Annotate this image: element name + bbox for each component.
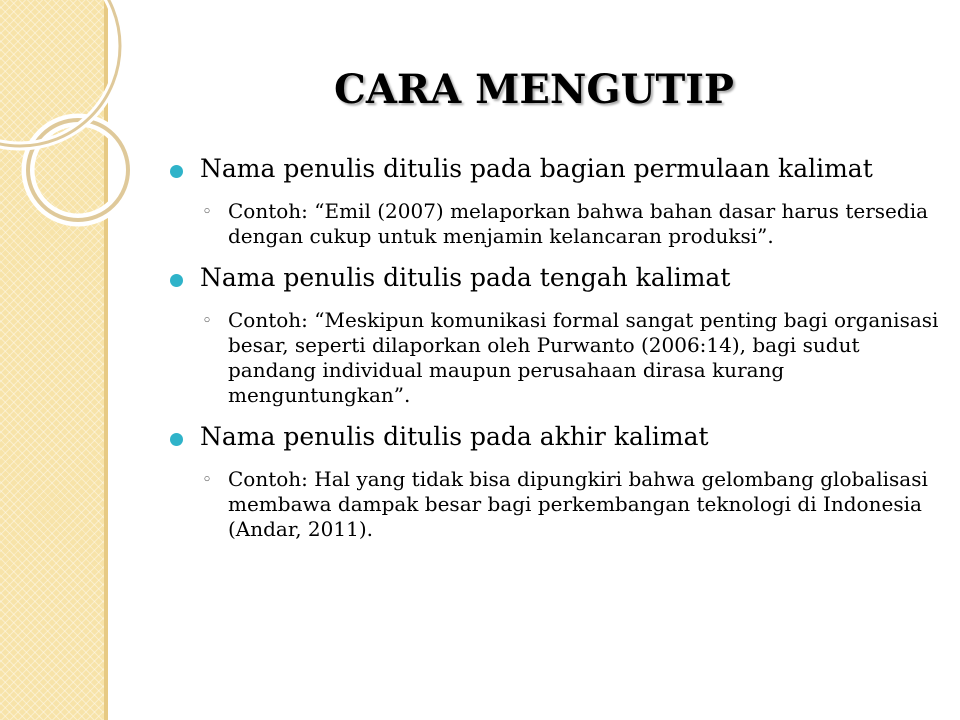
bullet-list xyxy=(164,155,940,542)
ring-inner xyxy=(28,120,128,220)
bullet-dot-icon xyxy=(170,433,183,446)
slide-title: CARA MENGUTIP xyxy=(334,66,734,113)
sub-bullet-text: Contoh: “Emil (2007) melaporkan bahwa bahan dasar harus tersedia dengan cukup untuk menjamin kelancaran produksi”. xyxy=(228,199,929,248)
bullet-text: Nama penulis ditulis pada bagian permulaan kalimat xyxy=(200,154,873,183)
bullet-item-1 xyxy=(164,155,940,183)
sub-bullet-text: Contoh: Hal yang tidak bisa dipungkiri bahwa gelombang globalisasi membawa dampak besar bagi perkembangan teknologi di Indonesia (Andar, 2011). xyxy=(228,467,928,541)
sub-bullet-icon: ◦ xyxy=(202,202,213,222)
sub-bullet-text: Contoh: “Meskipun komunikasi formal sangat penting bagi organisasi besar, seperti dilaporkan oleh Purwanto (2006:14), bagi sudut pandang individual maupun perusahaan dirasa kurang menguntungkan”. xyxy=(228,308,939,407)
sub-bullet-item-1 xyxy=(164,199,940,249)
bullet-dot-icon xyxy=(170,165,183,178)
sub-bullet-item-2 xyxy=(164,308,940,408)
bullet-text: Nama penulis ditulis pada akhir kalimat xyxy=(200,422,709,451)
bullet-text: Nama penulis ditulis pada tengah kalimat xyxy=(200,263,731,292)
bullet-item-3 xyxy=(164,423,940,451)
bullet-dot-icon xyxy=(170,274,183,287)
bullet-item-2 xyxy=(164,264,940,292)
sub-bullet-icon: ◦ xyxy=(202,470,213,490)
sub-bullet-icon: ◦ xyxy=(202,311,213,331)
sub-bullet-item-3 xyxy=(164,467,940,542)
